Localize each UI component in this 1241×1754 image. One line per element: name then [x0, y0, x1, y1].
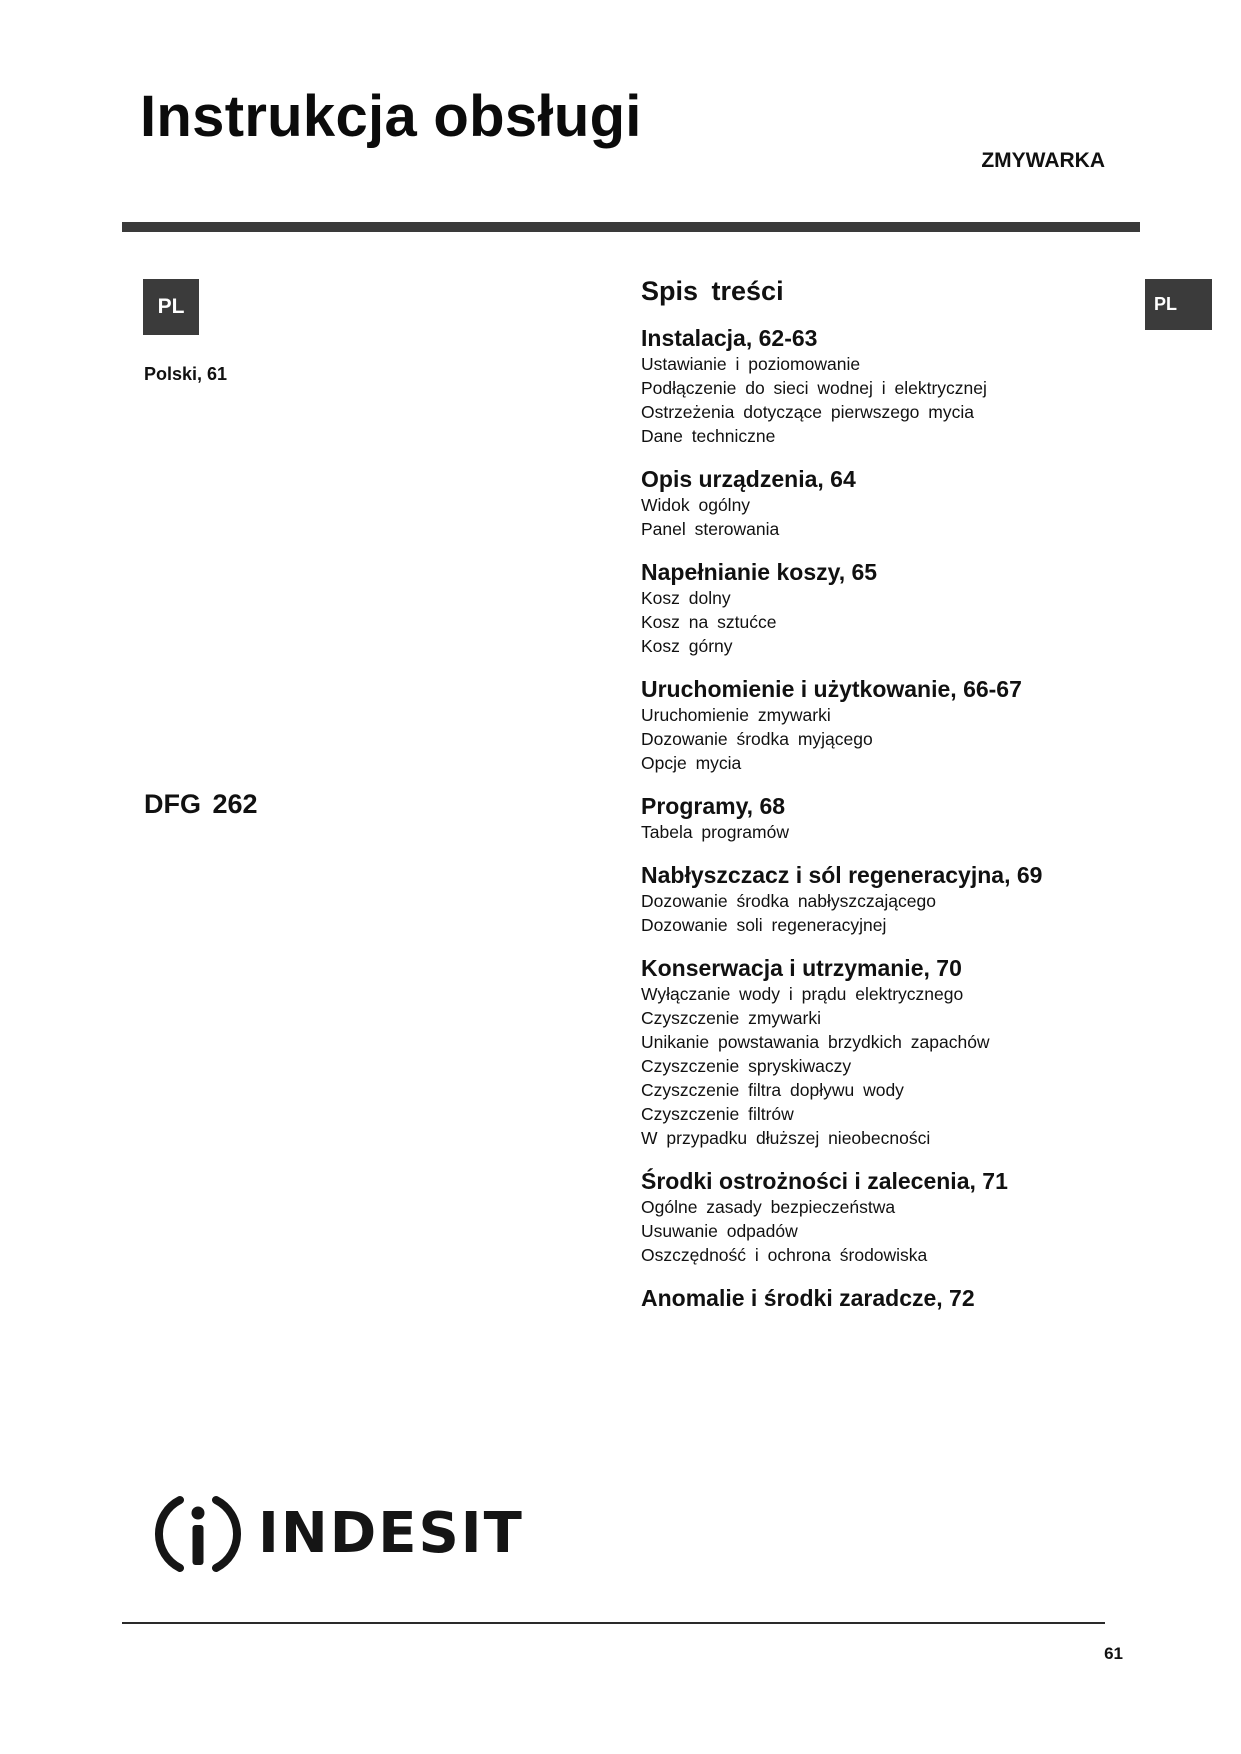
language-tab: PL [1145, 279, 1212, 330]
toc-item: Dozowanie soli regeneracyjnej [641, 915, 887, 935]
toc-item-list [641, 586, 1111, 658]
language-reference: Polski, 61 [144, 364, 228, 384]
page-number: 61 [1104, 1644, 1123, 1663]
toc-item: Unikanie powstawania brzydkich zapachów [641, 1032, 990, 1052]
toc-heading: Spis treści [641, 276, 784, 306]
toc-section-title: Uruchomienie i użytkowanie, 66-67 [641, 676, 1022, 702]
top-divider [122, 222, 1140, 232]
bottom-divider [122, 1622, 1105, 1624]
toc-item: Dozowanie środka nabłyszczającego [641, 891, 936, 911]
toc-section-title: Konserwacja i utrzymanie, 70 [641, 955, 962, 981]
brand-name: INDESIT [258, 1501, 524, 1566]
toc-item: Czyszczenie filtra dopływu wody [641, 1080, 904, 1100]
toc-item-list [641, 352, 1111, 448]
toc-item: Wyłączanie wody i prądu elektrycznego [641, 984, 964, 1004]
toc-section-title: Opis urządzenia, 64 [641, 466, 856, 492]
toc-item-list [641, 820, 1111, 844]
toc-section [641, 954, 1111, 1150]
toc-item: Ostrzeżenia dotyczące pierwszego mycia [641, 402, 974, 422]
toc-item: Oszczędność i ochrona środowiska [641, 1245, 928, 1265]
page-title: Instrukcja obsługi [140, 84, 642, 149]
toc-section [641, 324, 1111, 448]
toc-section-title: Programy, 68 [641, 793, 786, 819]
toc-item: Tabela programów [641, 822, 789, 842]
toc-item: Ustawianie i poziomowanie [641, 354, 861, 374]
toc-item: Dane techniczne [641, 426, 776, 446]
toc-item-list [641, 493, 1111, 541]
toc-item: Ogólne zasady bezpieczeństwa [641, 1197, 896, 1217]
toc-section [641, 675, 1111, 775]
toc-sections [641, 324, 1111, 1312]
toc-item: W przypadku dłuższej nieobecności [641, 1128, 931, 1148]
toc-item: Czyszczenie spryskiwaczy [641, 1056, 852, 1076]
toc-section-title: Anomalie i środki zaradcze, 72 [641, 1285, 975, 1311]
toc-item: Podłączenie do sieci wodnej i elektrycznej [641, 378, 987, 398]
toc-section [641, 792, 1111, 844]
toc-item-list [641, 982, 1111, 1150]
model-name: DFG 262 [144, 789, 258, 819]
toc-item: Uruchomienie zmywarki [641, 705, 831, 725]
toc-section-title: Instalacja, 62-63 [641, 325, 818, 351]
toc-item: Czyszczenie filtrów [641, 1104, 794, 1124]
toc-item: Widok ogólny [641, 495, 751, 515]
toc-item: Kosz dolny [641, 588, 731, 608]
toc-item-list [641, 1195, 1111, 1267]
toc-section-title: Nabłyszczacz i sól regeneracyjna, 69 [641, 862, 1043, 888]
indesit-logo-icon [152, 1488, 244, 1580]
toc-item: Czyszczenie zmywarki [641, 1008, 821, 1028]
brand-logo [152, 1488, 524, 1580]
toc-section [641, 465, 1111, 541]
toc-section [641, 1284, 1111, 1312]
language-badge: PL [143, 279, 199, 335]
table-of-contents [641, 274, 1111, 1329]
toc-section [641, 558, 1111, 658]
toc-section-title: Napełnianie koszy, 65 [641, 559, 878, 585]
toc-item: Dozowanie środka myjącego [641, 729, 873, 749]
toc-item-list [641, 889, 1111, 937]
toc-item: Kosz górny [641, 636, 733, 656]
toc-section [641, 861, 1111, 937]
toc-item: Kosz na sztućce [641, 612, 777, 632]
toc-section-title: Środki ostrożności i zalecenia, 71 [641, 1168, 1008, 1194]
toc-item: Panel sterowania [641, 519, 780, 539]
toc-item: Usuwanie odpadów [641, 1221, 798, 1241]
product-type-label: ZMYWARKA [981, 149, 1105, 172]
toc-item-list [641, 703, 1111, 775]
toc-item: Opcje mycia [641, 753, 742, 773]
toc-section [641, 1167, 1111, 1267]
